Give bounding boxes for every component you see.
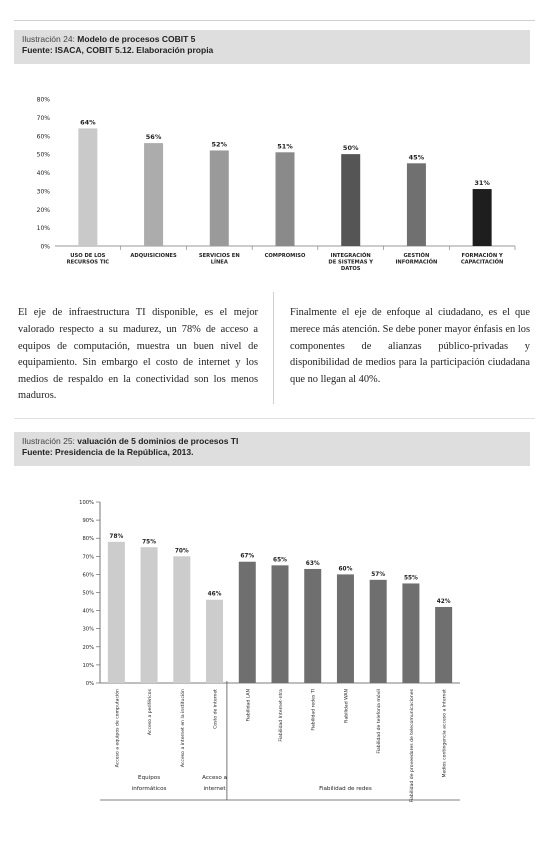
category-label: SERVICIOS EN LÍNEA (198, 253, 240, 266)
paragraph-left: El eje de infraestructura TI disponible, es el mejor valorado respecto a su madurez, un 78% de acceso a equipos de computación, muestra un buen nivel de equipamiento. Sin embargo el costo de internet y los medios de respaldo en la conectividad son los menos maduros. (18, 307, 258, 402)
category-label: GESTIÓN INFORMACIÓN (395, 253, 438, 266)
y-tick-label: 20% (82, 644, 94, 651)
data-label: 64% (80, 118, 96, 127)
caption-label: Ilustración 25: (22, 436, 75, 446)
bar (141, 547, 158, 683)
y-tick-label: 40% (36, 170, 50, 177)
y-tick-label: 70% (36, 114, 50, 122)
category-label: INTEGRACIÓN DE SISTEMAS Y DATOS (328, 253, 374, 272)
bar (239, 562, 256, 683)
data-label: 63% (305, 560, 320, 567)
data-label: 55% (403, 575, 418, 582)
category-label: Fiabilidad de telefonía móvil (377, 689, 383, 754)
data-label: 70% (174, 548, 189, 555)
y-tick-label: 80% (36, 96, 50, 104)
category-label: FORMACIÓN Y CAPACITACIÓN (460, 253, 504, 266)
group-label: Acceso a internet (202, 775, 227, 792)
bar (210, 150, 229, 246)
y-tick-label: 60% (82, 572, 94, 579)
y-tick-label: 70% (82, 554, 94, 561)
caption-title: Modelo de procesos COBIT 5 (77, 34, 196, 44)
data-label: 67% (240, 553, 255, 560)
y-tick-label: 30% (36, 188, 50, 196)
chart-cobit5-processes (0, 72, 549, 297)
bar (276, 152, 295, 246)
data-label: 46% (207, 591, 222, 598)
column-divider (273, 292, 274, 404)
bar (272, 565, 289, 683)
data-label: 50% (342, 144, 359, 153)
category-label: Acceso a periféricos (148, 689, 154, 736)
y-tick-label: 90% (82, 518, 94, 525)
figure-caption-25 (14, 432, 530, 466)
y-tick-label: 20% (36, 206, 50, 214)
paragraph-right: Finalmente el eje de enfoque al ciudadano, es el que merece más atención. Se debe poner mayor énfasis en los componentes de alianzas público-privadas y disponibilidad de medios para la participación ciudadana que no llegan al 40%. (290, 307, 530, 385)
bar (108, 542, 125, 683)
section-separator (14, 418, 535, 419)
y-tick-label: 50% (36, 151, 50, 159)
caption-title: valuación de 5 dominios de procesos TI (77, 436, 239, 446)
y-tick-label: 60% (36, 133, 50, 141)
bar (370, 580, 387, 683)
bar (341, 154, 360, 246)
y-tick-label: 50% (82, 590, 94, 597)
y-tick-label: 0% (40, 243, 50, 251)
category-label: Medios contingencia acceso a Internet (442, 689, 448, 778)
category-label: Fiabilidad redes TI (311, 689, 317, 731)
data-label: 57% (371, 571, 386, 578)
bar (337, 574, 354, 683)
category-label: Acceso a equipos de computación (115, 689, 121, 768)
y-tick-label: 40% (82, 608, 94, 615)
group-label: Equipos informáticos (131, 775, 167, 792)
caption-source: Fuente: ISACA, COBIT 5.12. Elaboración propia (22, 45, 214, 55)
data-label: 78% (109, 533, 124, 540)
top-rule (14, 20, 535, 21)
chart-ti-domains (0, 488, 549, 828)
data-label: 45% (408, 153, 425, 162)
data-label: 65% (273, 557, 287, 564)
y-tick-label: 10% (82, 662, 94, 669)
y-tick-label: 0% (85, 681, 94, 687)
category-label: USO DE LOS RECURSOS TIC (66, 253, 110, 266)
bar (435, 607, 452, 683)
category-label: Costo de internet (213, 689, 219, 729)
bar (144, 143, 163, 246)
caption-label: Ilustración 24: (22, 34, 75, 44)
y-tick-label: 80% (82, 536, 94, 543)
bar (407, 163, 426, 246)
data-label: 52% (211, 140, 228, 149)
category-label: Fiabilidad Internet-ntra (279, 689, 284, 742)
data-label: 60% (338, 566, 353, 573)
category-label: Fiabilidad LAN (246, 689, 252, 722)
category-label: ADQUISICIONES (130, 253, 177, 259)
bar (402, 583, 419, 683)
caption-source: Fuente: Presidencia de la República, 2013. (22, 447, 194, 457)
data-label: 42% (436, 598, 451, 605)
y-tick-label: 100% (79, 500, 94, 506)
y-tick-label: 30% (82, 626, 94, 633)
data-label: 31% (474, 179, 490, 188)
group-label: Fiabilidad de redes (319, 786, 372, 792)
bar (78, 128, 97, 246)
bar (473, 189, 492, 246)
data-label: 51% (277, 142, 293, 151)
bar (173, 556, 190, 683)
y-tick-label: 10% (36, 225, 50, 233)
data-label: 75% (142, 539, 157, 546)
category-label: Fiabilidad de proveedores de telecomunicaciones (409, 689, 415, 803)
bar (206, 600, 223, 683)
data-label: 56% (145, 133, 162, 142)
category-label: Fiabilidad WAN (344, 689, 350, 724)
category-label: Acceso a internet en la institución (180, 689, 186, 768)
figure-caption-24 (14, 30, 530, 64)
category-label: COMPROMISO (264, 253, 306, 259)
bar (304, 569, 321, 683)
